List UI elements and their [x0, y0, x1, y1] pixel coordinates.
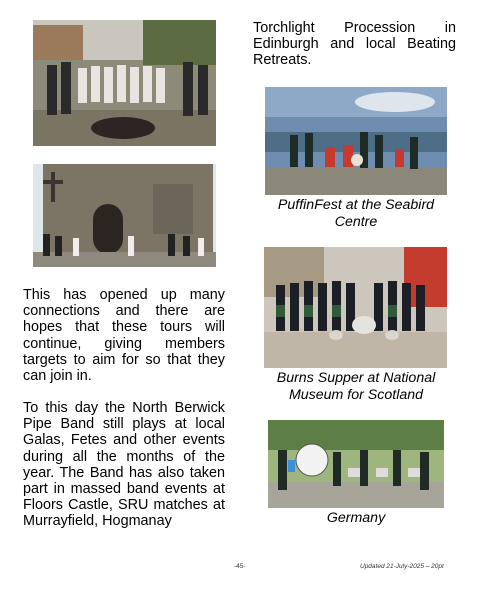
- photo-germany: [268, 420, 444, 508]
- photo-burns-supper: [264, 247, 447, 368]
- caption-burns-supper: Burns Supper at National Museum for Scotland: [276, 370, 436, 403]
- intro-text: Torchlight Procession in Edinburgh and local Beating Retreats.: [253, 20, 456, 69]
- photo-church-performance: [33, 164, 216, 267]
- caption-germany: Germany: [326, 510, 386, 526]
- page-number: -45-: [234, 563, 246, 570]
- photo-pipe-band-with-dancers: [33, 20, 216, 146]
- photo-puffinfest: [265, 87, 447, 195]
- updated-note: Updated 21-July-2025 – 20pt: [360, 563, 444, 570]
- paragraph-band-events: To this day the North Berwick Pipe Band still plays at local Galas, Fetes and other events during all the months of the year. The Band has also taken part in massed band events at Floors Castle, SRU matches at Murrayfield, Hogmanay: [23, 400, 225, 530]
- paragraph-connections: This has opened up many connections and there are hopes that these tours will continue, giving members targets to aim for so that they can join in.: [23, 287, 225, 385]
- caption-puffinfest: PuffinFest at the Seabird Centre: [277, 197, 435, 230]
